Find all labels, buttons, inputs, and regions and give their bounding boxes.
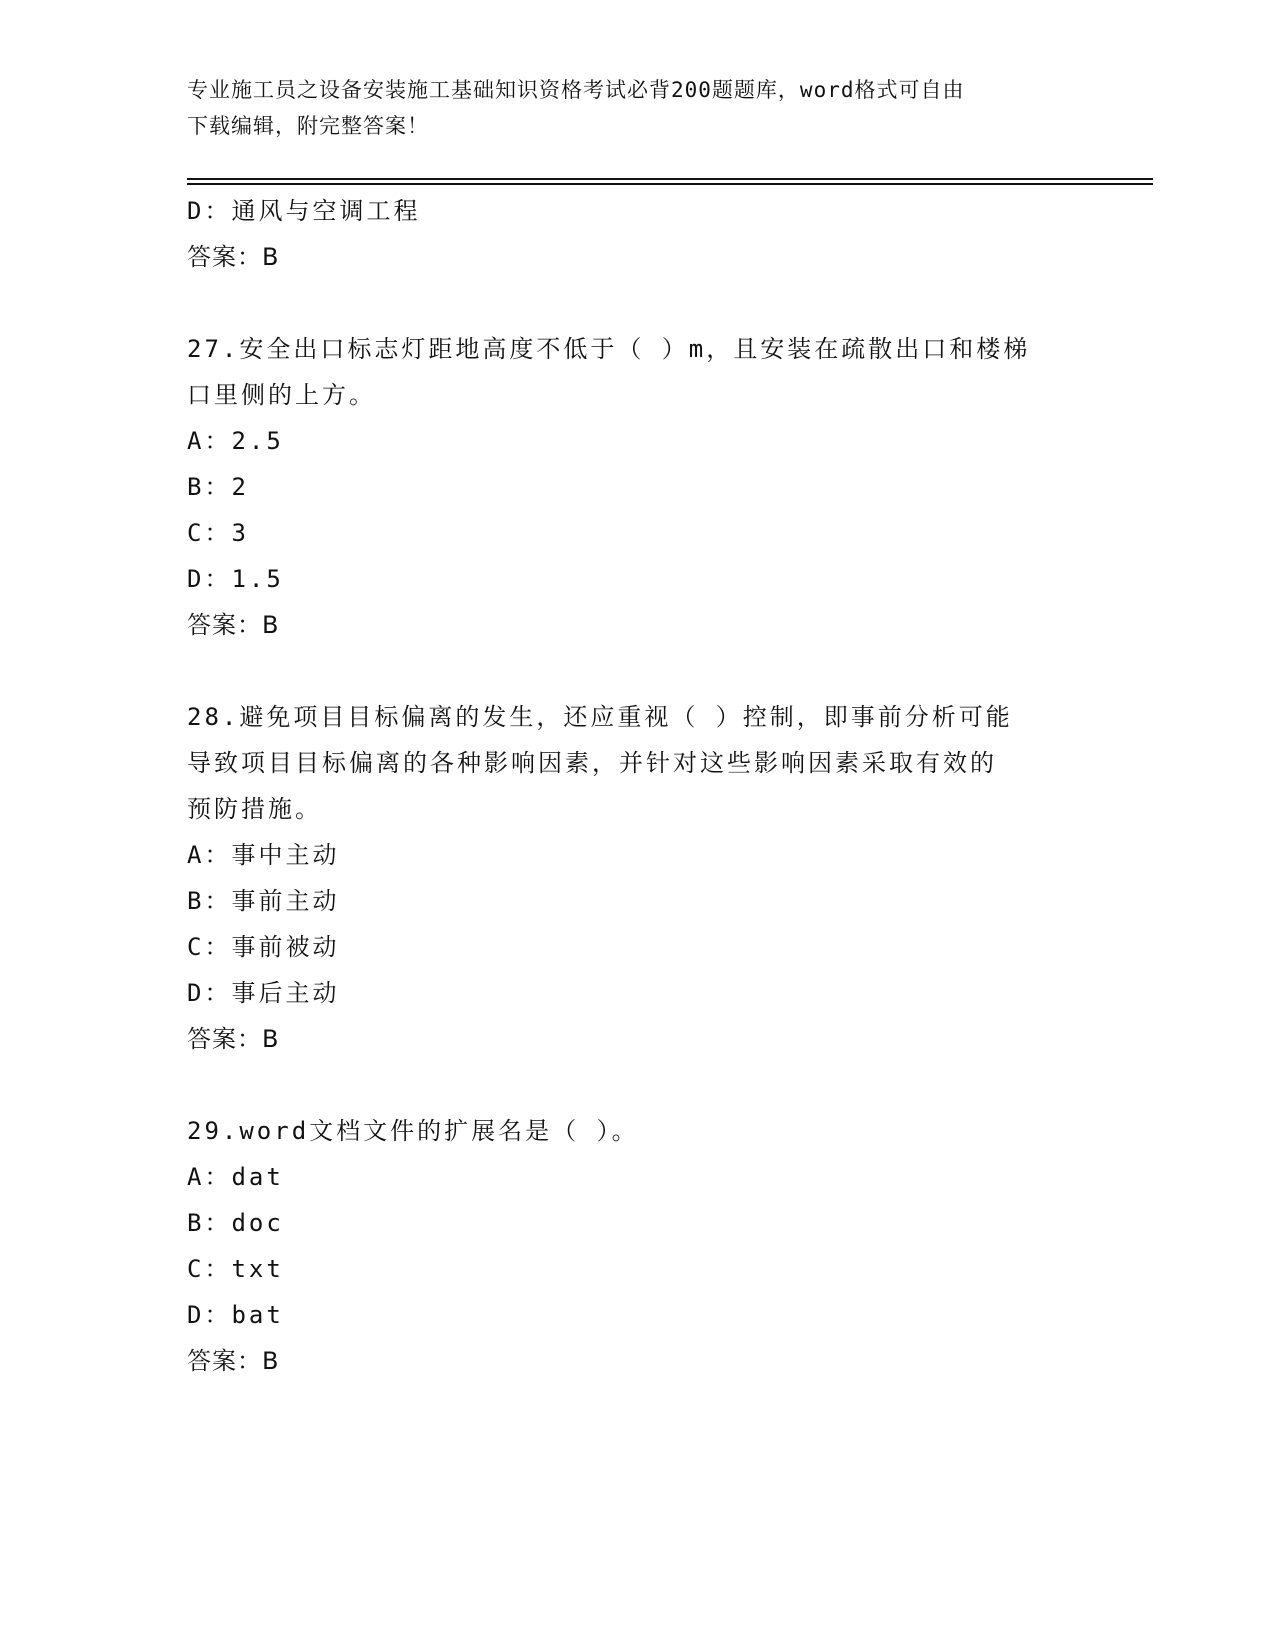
option-b: B：事前主动 (187, 887, 340, 915)
answer-line: 答案：B (187, 1347, 280, 1375)
question-text-line: 28.避免项目目标偏离的发生，还应重视（ ）控制，即事前分析可能 (187, 703, 1013, 731)
option-d: D：1.5 (187, 565, 284, 593)
question-text-line: 预防措施。 (187, 795, 322, 823)
answer-line: 答案：B (187, 611, 280, 639)
header-title-line-1: 专业施工员之设备安装施工基础知识资格考试必背200题题库，word格式可自由 (187, 78, 965, 102)
answer-line: 答案：B (187, 243, 280, 271)
option-a: A：2.5 (187, 427, 284, 455)
question-29 (187, 1108, 1127, 1384)
question-27 (187, 326, 1127, 648)
option-d: D：通风与空调工程 (187, 197, 421, 225)
option-b: B：2 (187, 473, 249, 501)
header-divider-bottom (187, 183, 1153, 185)
question-text-line: 27.安全出口标志灯距地高度不低于（ ）m，且安装在疏散出口和楼梯 (187, 335, 1031, 363)
option-d: D：事后主动 (187, 979, 340, 1007)
option-c: C：事前被动 (187, 933, 340, 961)
option-a: A：dat (187, 1163, 284, 1191)
option-d: D：bat (187, 1301, 284, 1329)
question-list (187, 188, 1127, 1384)
spacer (187, 648, 1127, 694)
question-text-line: 口里侧的上方。 (187, 381, 376, 409)
answer-line: 答案：B (187, 1025, 280, 1053)
option-c: C：3 (187, 519, 249, 547)
spacer (187, 1062, 1127, 1108)
question-text-line: 29.word文档文件的扩展名是（ ）。 (187, 1117, 639, 1145)
option-a: A：事中主动 (187, 841, 340, 869)
header-divider-top (187, 178, 1153, 180)
question-28 (187, 694, 1127, 1062)
option-c: C：txt (187, 1255, 284, 1283)
question-text-line: 导致项目目标偏离的各种影响因素，并针对这些影响因素采取有效的 (187, 749, 997, 777)
header-title-line-2: 下载编辑，附完整答案！ (187, 114, 429, 138)
page-header (187, 72, 1087, 144)
previous-question-tail (187, 188, 1127, 280)
option-b: B：doc (187, 1209, 284, 1237)
spacer (187, 280, 1127, 326)
